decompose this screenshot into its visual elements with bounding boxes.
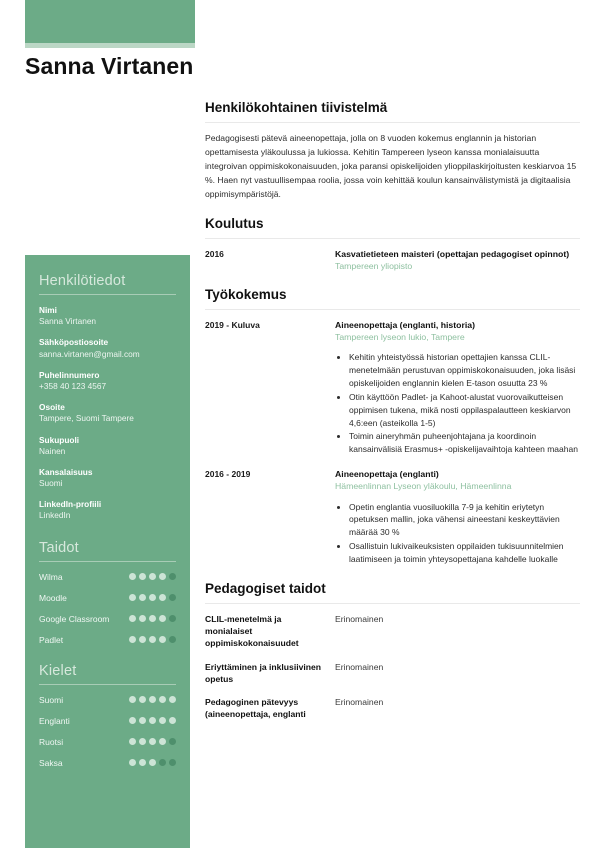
rating-dot-filled (159, 738, 166, 745)
entry-organization: Tampereen yliopisto (335, 260, 413, 271)
rating-row (39, 737, 176, 747)
contact-field (39, 402, 176, 424)
rating-dots (129, 615, 176, 622)
experience-entries (205, 319, 580, 567)
contact-field-label: Kansalaisuus (39, 466, 93, 477)
sidebar-divider (39, 561, 176, 562)
rating-dot-filled (149, 573, 156, 580)
entry-bullet: • Opetin englantia vuosiluokilla 7-9 ja kehitin eriytetyn opetuksen mallin, joka vähensi aineestani keskeyttävien määrää 30 % (349, 501, 580, 540)
rating-label: Englanti (39, 715, 70, 726)
contact-field-label: Sähköpostiosoite (39, 337, 109, 348)
rating-dot-filled (129, 615, 136, 622)
rating-dots (129, 696, 176, 703)
rating-dot-filled (129, 717, 136, 724)
rating-dots (129, 738, 176, 745)
rating-label: Suomi (39, 694, 64, 705)
section-education (205, 216, 580, 273)
rating-label: Google Classroom (39, 613, 110, 624)
pedagogical-skill-name: Pedagoginen pätevyys (aineenopettaja, englanti (205, 697, 306, 720)
contact-field-value: Nainen (39, 445, 66, 456)
entry-body (335, 248, 580, 273)
section-title-pedagogical: Pedagogiset taidot (205, 581, 326, 597)
rating-dot-empty (169, 636, 176, 643)
section-summary (205, 100, 580, 202)
rating-dot-filled (129, 696, 136, 703)
rating-dot-filled (169, 717, 176, 724)
contact-field (39, 305, 176, 327)
rating-dot-filled (169, 696, 176, 703)
entry-body (335, 319, 580, 457)
rating-dot-filled (149, 594, 156, 601)
summary-text: Pedagogisesti pätevä aineenopettaja, jolla on 8 vuoden kokemus englannin ja historian opettamisesta yläkoulussa ja lukiossa. Kehitin Tampereen lyseon kanssa monialaisuutta integroivan oppimiskokonaisuuden, joka paransi opiskelijoiden ylioppilaskirjoitusten keskiarvoa 15 %. Haen nyt vastuullisempaa roolia, jossa voin kehittää koulun kansainvälistymistä ja digitaalisia oppimisympäristöjä. (205, 133, 577, 199)
rating-dots (129, 717, 176, 724)
contact-field (39, 499, 176, 521)
contact-field-label: Sukupuoli (39, 434, 80, 445)
rating-dot-filled (139, 738, 146, 745)
rating-dot-filled (159, 717, 166, 724)
pedagogical-row (205, 613, 580, 650)
rating-row (39, 635, 176, 645)
contact-field-label: Osoite (39, 402, 65, 413)
contact-field-value: sanna.virtanen@gmail.com (39, 348, 140, 359)
languages-list (39, 695, 176, 768)
contact-field (39, 467, 176, 489)
contact-field (39, 337, 176, 359)
entry-title: Aineenopettaja (englanti) (335, 469, 439, 480)
rating-label: Saksa (39, 757, 63, 768)
rating-row (39, 716, 176, 726)
section-divider (205, 309, 580, 310)
rating-dot-filled (139, 636, 146, 643)
section-experience (205, 287, 580, 567)
entry-bullet: • Otin käyttöön Padlet- ja Kahoot-alustat vuorovaikutteisen oppimisen tukena, mikä nosti oppilaspalautteen keskiarvon 4,6:een (asteikolla 1-5) (349, 391, 580, 430)
section-pedagogical-skills (205, 581, 580, 720)
rating-dot-filled (149, 696, 156, 703)
entry-date: 2019 - Kuluva (205, 319, 260, 330)
rating-dot-filled (139, 717, 146, 724)
contact-list (39, 305, 176, 522)
section-divider (205, 603, 580, 604)
entry-bullet: • Osallistuin lukivaikeuksisten oppilaiden tukisuunnitelmien laatimiseen ja toimin yhteysopettajana kahdelle luokalle (349, 540, 580, 566)
page-title: Sanna Virtanen (25, 53, 194, 79)
rating-dot-filled (129, 573, 136, 580)
section-divider (205, 238, 580, 239)
rating-dot-empty (169, 615, 176, 622)
rating-dot-filled (149, 717, 156, 724)
rating-dot-filled (129, 636, 136, 643)
rating-label: Ruotsi (39, 736, 64, 747)
rating-dot-filled (159, 573, 166, 580)
rating-dots (129, 594, 176, 601)
contact-field-label: Nimi (39, 305, 57, 315)
entry-date: 2016 (205, 248, 224, 259)
rating-dot-filled (139, 615, 146, 622)
entry-bullet: • Kehitin yhteistyössä historian opettajien kanssa CLIL-menetelmään perustuvan oppimiskokonaisuuden, joka lisäsi opiskelijoiden englannin kielen E-tason osuutta 23 % (349, 351, 580, 390)
sidebar-heading-personal: Henkilötiedot (39, 273, 126, 289)
rating-dot-filled (139, 696, 146, 703)
pedagogical-rows (205, 613, 580, 720)
section-divider (205, 122, 580, 123)
entry-title: Aineenopettaja (englanti, historia) (335, 319, 475, 330)
header-accent-bar (25, 0, 195, 43)
rating-dot-filled (159, 594, 166, 601)
sidebar-section-skills (39, 540, 176, 645)
entry-bullet-list (335, 351, 580, 456)
contact-field-value: +358 40 123 4567 (39, 380, 107, 391)
rating-dot-filled (159, 696, 166, 703)
rating-row (39, 758, 176, 768)
rating-row (39, 695, 176, 705)
header-accent-strip (25, 43, 195, 48)
entry-organization: Tampereen lyseon lukio, Tampere (335, 332, 465, 342)
pedagogical-skill-level: Erinomainen (335, 614, 384, 625)
timeline-entry (205, 319, 580, 457)
rating-dot-filled (149, 615, 156, 622)
rating-dot-filled (139, 759, 146, 766)
rating-dot-filled (139, 573, 146, 580)
pedagogical-row (205, 661, 580, 685)
rating-dot-filled (129, 759, 136, 766)
education-entries (205, 248, 580, 273)
sidebar-heading-skills: Taidot (39, 539, 79, 556)
pedagogical-skill-level: Erinomainen (335, 661, 384, 672)
rating-dot-filled (149, 738, 156, 745)
pedagogical-row (205, 696, 580, 720)
contact-field-value: Tampere, Suomi Tampere (39, 413, 134, 424)
rating-dots (129, 759, 176, 766)
contact-field-label: LinkedIn-profiili (39, 499, 102, 510)
entry-body (335, 468, 580, 567)
rating-dots (129, 573, 176, 580)
pedagogical-skill-name: Eriyttäminen ja inklusiivinen opetus (205, 661, 322, 684)
rating-label: Moodle (39, 592, 67, 603)
timeline-entry (205, 248, 580, 273)
section-title-education: Koulutus (205, 215, 264, 231)
sidebar-section-languages (39, 663, 176, 768)
pedagogical-skill-level: Erinomainen (335, 697, 384, 708)
rating-dot-empty (169, 759, 176, 766)
rating-dot-filled (159, 615, 166, 622)
rating-dot-filled (149, 636, 156, 643)
section-title-experience: Työkokemus (205, 286, 287, 302)
rating-row (39, 593, 176, 603)
contact-field-value: Suomi (39, 478, 63, 489)
sidebar-divider (39, 294, 176, 295)
rating-dot-filled (159, 636, 166, 643)
rating-dot-filled (149, 759, 156, 766)
contact-field (39, 370, 176, 392)
pedagogical-skill-name: CLIL-menetelmä ja monialaiset oppimiskokonaisuudet (205, 614, 299, 649)
contact-field-label: Puhelinnumero (39, 369, 100, 380)
sidebar-section-personal (39, 273, 176, 522)
sidebar-heading-languages: Kielet (39, 662, 77, 679)
entry-organization: Hämeenlinnan Lyseon yläkoulu, Hämeenlinna (335, 481, 512, 492)
rating-dot-filled (129, 738, 136, 745)
contact-field-value: LinkedIn (39, 510, 71, 521)
rating-label: Padlet (39, 634, 64, 645)
sidebar-divider (39, 684, 176, 685)
rating-dot-empty (169, 738, 176, 745)
contact-field (39, 435, 176, 457)
rating-dot-filled (129, 594, 136, 601)
rating-row (39, 614, 176, 624)
sidebar (25, 255, 190, 848)
entry-bullet: • Toimin aineryhmän puheenjohtajana ja koordinoin kansainvälisiä Erasmus+ -opiskelijavaihtoja kahteen maahan (349, 430, 580, 456)
rating-label: Wilma (39, 571, 63, 582)
entry-date: 2016 - 2019 (205, 469, 251, 480)
rating-dot-filled (139, 594, 146, 601)
rating-dot-empty (169, 573, 176, 580)
rating-dots (129, 636, 176, 643)
main-content (205, 100, 580, 734)
entry-title: Kasvatietieteen maisteri (opettajan pedagogiset opinnot) (335, 248, 570, 259)
timeline-entry (205, 468, 580, 567)
rating-dot-empty (169, 594, 176, 601)
contact-field-value: Sanna Virtanen (39, 316, 97, 327)
skills-list (39, 572, 176, 645)
section-title-summary: Henkilökohtainen tiivistelmä (205, 100, 388, 115)
rating-dot-empty (159, 759, 166, 766)
rating-row (39, 572, 176, 582)
entry-bullet-list (335, 501, 580, 567)
